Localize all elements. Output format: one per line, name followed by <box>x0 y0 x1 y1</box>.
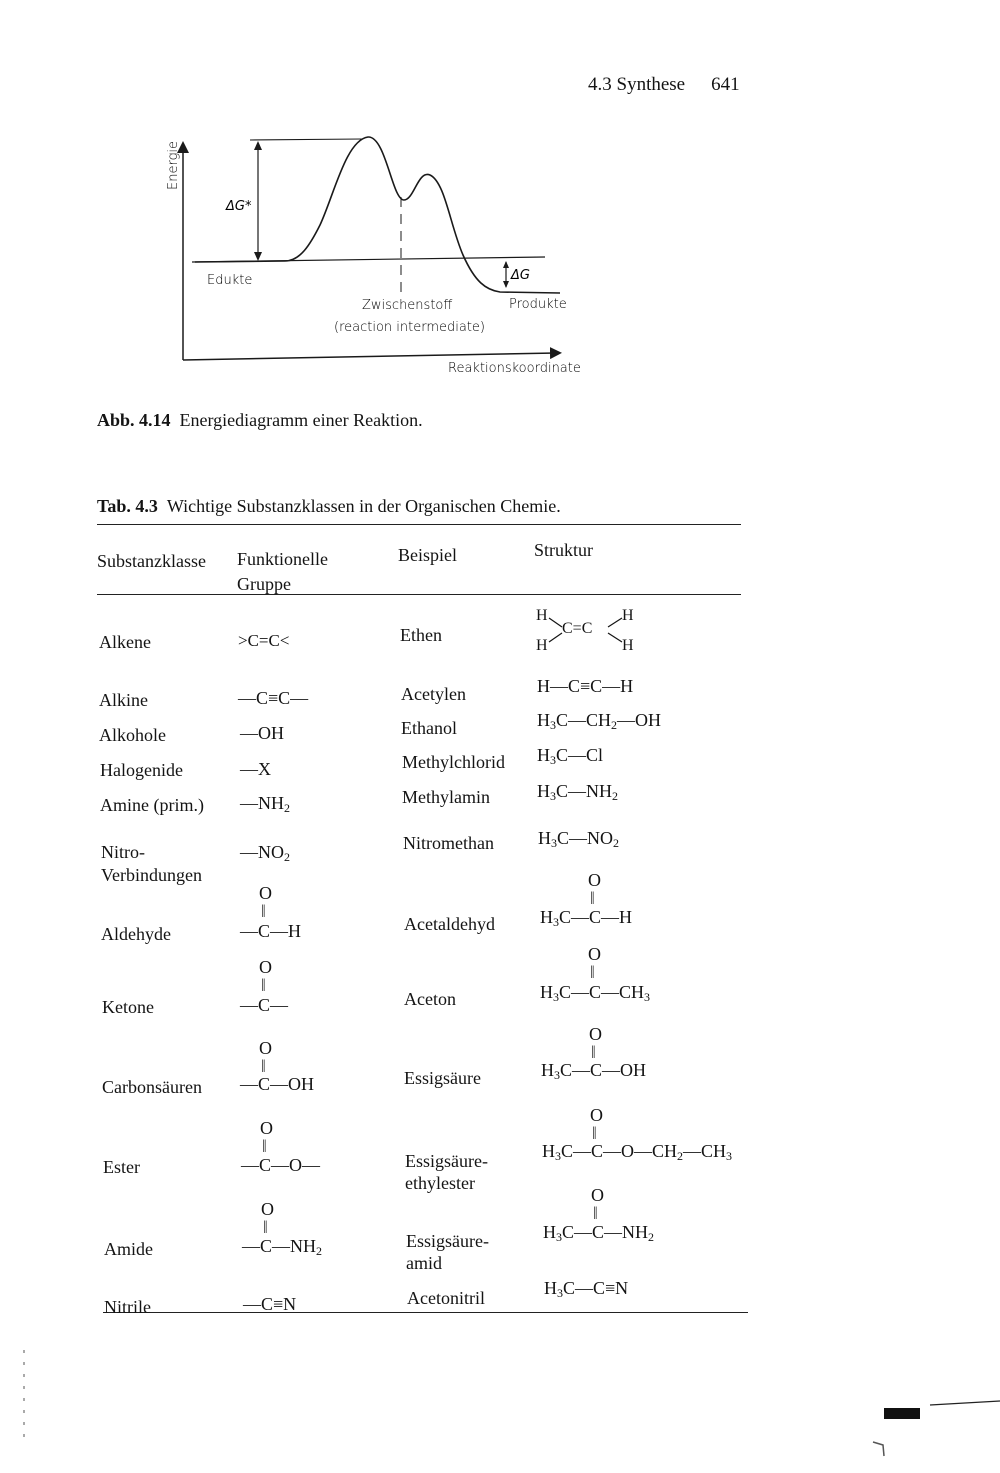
header-group-line2: Gruppe <box>237 574 291 594</box>
structure-carbonyl: O || $H_3C—C—OH$ <box>541 1024 647 1082</box>
structure-carbonyl: O || $H_3C—C—O—CH_2—CH_3$ <box>542 1105 733 1163</box>
figure-caption-text: Energiediagramm einer Reaktion. <box>179 410 423 430</box>
class-cell: Alkene <box>99 632 151 652</box>
class-cell: Nitro- <box>101 842 145 862</box>
header-class: Substanzklasse <box>97 551 206 571</box>
structure-formula: $H_3C—NO_2$ <box>538 828 620 850</box>
intermediate-sublabel: (reaction intermediate) <box>334 320 485 335</box>
group-formula: —C≡C— <box>238 688 309 708</box>
class-cell: Amine (prim.) <box>100 795 204 815</box>
section-title: 4.3 Synthese <box>588 74 686 95</box>
y-axis-label: Energie <box>166 141 181 190</box>
header-structure: Struktur <box>534 540 594 560</box>
example-cell: Acetonitril <box>407 1288 485 1308</box>
example-cell: Ethen <box>400 625 442 645</box>
energy-diagram <box>0 0 1000 420</box>
table-top-rule <box>97 524 741 525</box>
group-formula-carbonyl: O || —C— <box>240 957 289 1015</box>
table-caption <box>97 496 561 517</box>
example-cell: Methylchlorid <box>402 752 505 772</box>
example-cell: Aceton <box>404 989 456 1009</box>
class-cell: Ester <box>103 1157 140 1177</box>
class-cell: Carbonsäuren <box>102 1077 202 1097</box>
structure-ethene: H H C=C H H <box>536 607 634 654</box>
group-formula-carbonyl: O || —C—OH <box>240 1038 315 1094</box>
example-cell: Acetaldehyd <box>404 914 495 934</box>
class-cell: Alkine <box>99 690 148 710</box>
class-cell: Nitrile <box>104 1297 151 1317</box>
group-formula: $—NH_2$ <box>240 793 290 815</box>
structure-formula: $H_3C—Cl$ <box>537 745 604 767</box>
example-cell: Ethanol <box>401 718 457 738</box>
structure-carbonyl: O || $H_3C—C—NH_2$ <box>543 1185 655 1244</box>
reactants-label: Edukte <box>207 273 253 288</box>
class-cell: Alkohole <box>99 725 166 745</box>
page-number: 641 <box>711 74 740 95</box>
figure-caption <box>97 410 423 431</box>
transition-state-level <box>250 139 362 140</box>
activation-energy-label: ΔG* <box>226 199 252 214</box>
header-example: Beispiel <box>398 545 457 565</box>
example-cell-line2: amid <box>406 1253 442 1273</box>
table-bottom-rule <box>103 1312 748 1313</box>
example-cell: Essigsäure <box>404 1068 481 1088</box>
table-number: Tab. 4.3 <box>97 496 158 516</box>
group-formula-carbonyl: O || —C—O— <box>241 1118 321 1175</box>
class-cell: Halogenide <box>100 760 183 780</box>
delta-g-label: ΔG <box>511 268 530 283</box>
class-cell-line2: Verbindungen <box>101 865 202 885</box>
figure-number: Abb. 4.14 <box>97 410 171 430</box>
group-formula-carbonyl: O || $—C—NH_2$ <box>242 1199 323 1258</box>
table-header-rule <box>97 594 741 595</box>
intermediate-label: Zwischenstoff <box>362 298 453 313</box>
structure-carbonyl: O || $H_3C—C—CH_3$ <box>540 944 651 1004</box>
products-label: Produkte <box>509 297 567 312</box>
x-axis <box>183 353 556 360</box>
energy-curve <box>195 137 560 293</box>
group-formula: —OH <box>240 723 284 743</box>
example-cell: Nitromethan <box>403 833 494 853</box>
group-formula: $—NO_2$ <box>240 842 290 864</box>
structure-formula: $H_3C—CH_2—OH$ <box>537 710 662 732</box>
class-cell: Amide <box>104 1239 153 1259</box>
example-cell: Methylamin <box>402 787 490 807</box>
structure-carbonyl: O || $H_3C—C—H$ <box>540 870 633 929</box>
header-group-line1: Funktionelle <box>237 549 328 569</box>
group-formula: —C≡N <box>243 1294 297 1314</box>
x-axis-label: Reaktionskoordinate <box>448 361 581 376</box>
structure-formula: $H_3C—C\equiv N$ <box>544 1278 629 1300</box>
structure-formula: H—C≡C—H <box>537 676 634 696</box>
structure-formula: $H_3C—NH_2$ <box>537 781 619 803</box>
class-cell: Aldehyde <box>101 924 171 944</box>
example-cell: Essigsäure- <box>405 1151 488 1171</box>
class-cell: Ketone <box>102 997 154 1017</box>
example-cell: Acetylen <box>401 684 466 704</box>
example-cell: Essigsäure- <box>406 1231 489 1251</box>
group-formula: —X <box>240 759 271 779</box>
example-cell-line2: ethylester <box>405 1173 475 1193</box>
table-caption-text: Wichtige Substanzklassen in der Organischen Chemie. <box>166 496 561 516</box>
group-formula: >C=C< <box>238 631 290 650</box>
group-formula-carbonyl: O || —C—H <box>240 883 302 941</box>
